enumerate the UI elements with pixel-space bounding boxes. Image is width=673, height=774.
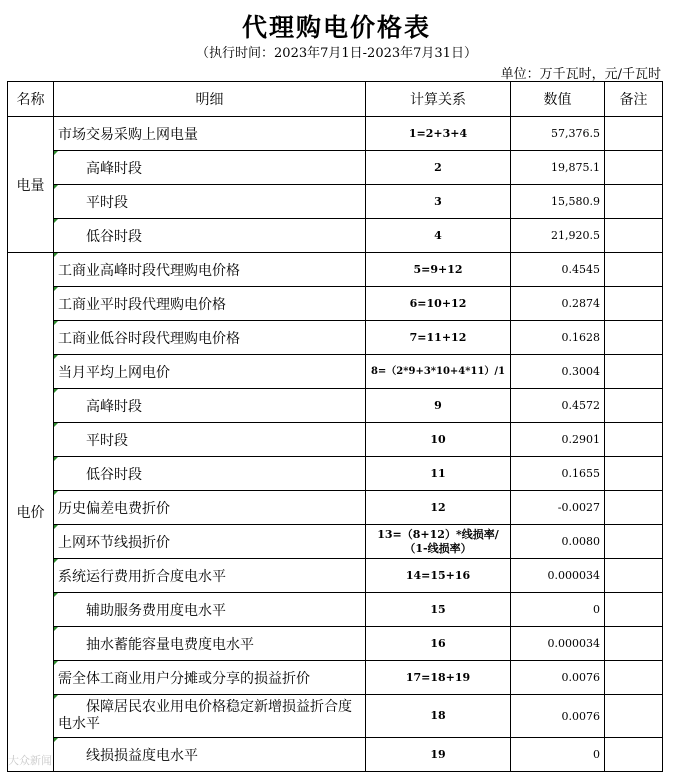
- detail-cell: [54, 423, 366, 457]
- calc-cell: 8=（2*9+3*10+4*11）/1: [366, 355, 511, 389]
- detail-text: 需全体工商业用户分摊或分享的损益折价: [58, 670, 310, 687]
- note-cell: [605, 287, 663, 321]
- table-header-row: [8, 82, 663, 117]
- detail-text: 抽水蓄能容量电费度电水平: [86, 636, 254, 653]
- note-cell: [605, 593, 663, 627]
- table-row: [8, 627, 663, 661]
- detail-cell: [54, 117, 366, 151]
- marker-icon: [54, 287, 58, 291]
- value-cell: 19,875.1: [511, 151, 605, 185]
- calc-cell: 16: [366, 627, 511, 661]
- calc-cell: 4: [366, 219, 511, 253]
- detail-text: 低谷时段: [86, 228, 142, 245]
- table-row: [8, 389, 663, 423]
- detail-cell: [54, 627, 366, 661]
- value-cell: 0.1655: [511, 457, 605, 491]
- calc-cell: 14=15+16: [366, 559, 511, 593]
- calc-cell: 11: [366, 457, 511, 491]
- table-row: [8, 491, 663, 525]
- note-cell: [605, 219, 663, 253]
- value-cell: 0.4572: [511, 389, 605, 423]
- calc-cell: 3: [366, 185, 511, 219]
- note-cell: [605, 185, 663, 219]
- detail-cell: [54, 151, 366, 185]
- note-cell: [605, 253, 663, 287]
- calc-cell: 6=10+12: [366, 287, 511, 321]
- detail-cell: [54, 219, 366, 253]
- detail-cell: [54, 389, 366, 423]
- note-cell: [605, 457, 663, 491]
- marker-icon: [54, 219, 58, 223]
- table-row: [8, 219, 663, 253]
- note-cell: [605, 151, 663, 185]
- detail-cell: [54, 695, 366, 738]
- header-name: 名称: [8, 82, 54, 117]
- value-cell: 0.2901: [511, 423, 605, 457]
- header-note: 备注: [605, 82, 663, 117]
- marker-icon: [54, 185, 58, 189]
- table-row: [8, 661, 663, 695]
- table-row: [8, 423, 663, 457]
- value-cell: 0.000034: [511, 627, 605, 661]
- note-cell: [605, 355, 663, 389]
- detail-text: 平时段: [86, 432, 128, 449]
- detail-text: 工商业高峰时段代理购电价格: [58, 262, 240, 279]
- detail-text: 上网环节线损折价: [58, 534, 170, 551]
- header-detail: 明细: [54, 82, 366, 117]
- marker-icon: [54, 559, 58, 563]
- detail-text: 系统运行费用折合度电水平: [58, 568, 226, 585]
- detail-text: 工商业低谷时段代理购电价格: [58, 330, 240, 347]
- table-row: [8, 738, 663, 772]
- calc-cell: 5=9+12: [366, 253, 511, 287]
- value-cell: 0.000034: [511, 559, 605, 593]
- marker-icon: [54, 457, 58, 461]
- watermark: 大众新闻: [8, 754, 52, 767]
- marker-icon: [54, 423, 58, 427]
- value-cell: 0.0080: [511, 525, 605, 559]
- marker-icon: [54, 253, 58, 257]
- marker-icon: [54, 355, 58, 359]
- calc-cell: 10: [366, 423, 511, 457]
- table-row: [8, 287, 663, 321]
- marker-icon: [54, 525, 58, 529]
- detail-text: 工商业平时段代理购电价格: [58, 296, 226, 313]
- marker-icon: [54, 627, 58, 631]
- calc-cell: 15: [366, 593, 511, 627]
- value-cell: 0.1628: [511, 321, 605, 355]
- marker-icon: [54, 389, 58, 393]
- detail-text: 当月平均上网电价: [58, 364, 170, 381]
- value-cell: 15,580.9: [511, 185, 605, 219]
- note-cell: [605, 695, 663, 738]
- calc-cell: 7=11+12: [366, 321, 511, 355]
- value-cell: 0: [511, 738, 605, 772]
- detail-cell: [54, 457, 366, 491]
- detail-text: 历史偏差电费折价: [58, 500, 170, 517]
- table-row: [8, 593, 663, 627]
- detail-text: 市场交易采购上网电量: [58, 126, 198, 143]
- page-title: 代理购电价格表: [241, 13, 431, 42]
- value-cell: 57,376.5: [511, 117, 605, 151]
- value-cell: 0: [511, 593, 605, 627]
- calc-line-1: 13=（8+12）*线损率/: [377, 527, 499, 541]
- note-cell: [605, 661, 663, 695]
- detail-text: 高峰时段: [86, 398, 142, 415]
- table-row: [8, 355, 663, 389]
- price-table: [7, 81, 663, 772]
- value-cell: 0.3004: [511, 355, 605, 389]
- detail-cell: [54, 491, 366, 525]
- detail-text: 保障居民农业用电价格稳定新增损益折合度电水平: [58, 699, 352, 732]
- detail-cell: [54, 185, 366, 219]
- note-cell: [605, 423, 663, 457]
- table-row: [8, 321, 663, 355]
- note-cell: [605, 525, 663, 559]
- table-row: [8, 253, 663, 287]
- value-cell: -0.0027: [511, 491, 605, 525]
- marker-icon: [54, 491, 58, 495]
- note-cell: [605, 389, 663, 423]
- note-cell: [605, 559, 663, 593]
- value-cell: 0.2874: [511, 287, 605, 321]
- table-row: [8, 559, 663, 593]
- value-cell: 21,920.5: [511, 219, 605, 253]
- note-cell: [605, 321, 663, 355]
- detail-cell: [54, 661, 366, 695]
- calc-cell: 19: [366, 738, 511, 772]
- execution-period: （执行时间：2023年7月1日-2023年7月31日）: [196, 46, 477, 61]
- marker-icon: [54, 151, 58, 155]
- header-calc: 计算关系: [366, 82, 511, 117]
- calc-line-2: （1-线损率）: [404, 541, 472, 555]
- category-energy: 电量: [8, 117, 54, 253]
- calc-cell: [366, 525, 511, 559]
- table-row: [8, 117, 663, 151]
- table-row: [8, 185, 663, 219]
- calc-cell: 9: [366, 389, 511, 423]
- marker-icon: [54, 738, 58, 742]
- value-cell: 0.0076: [511, 695, 605, 738]
- calc-cell: 18: [366, 695, 511, 738]
- table-row: [8, 695, 663, 738]
- calc-cell: 1=2+3+4: [366, 117, 511, 151]
- detail-cell: [54, 253, 366, 287]
- marker-icon: [54, 661, 58, 665]
- marker-icon: [54, 321, 58, 325]
- note-cell: [605, 627, 663, 661]
- detail-cell: [54, 355, 366, 389]
- value-cell: 0.4545: [511, 253, 605, 287]
- detail-text: 高峰时段: [86, 160, 142, 177]
- note-cell: [605, 117, 663, 151]
- value-cell: 0.0076: [511, 661, 605, 695]
- table-row: [8, 525, 663, 559]
- unit-label: 单位：万千瓦时，元/千瓦时: [500, 67, 661, 82]
- detail-cell: [54, 559, 366, 593]
- header-value: 数值: [511, 82, 605, 117]
- detail-cell: [54, 593, 366, 627]
- marker-icon: [54, 695, 58, 699]
- note-cell: [605, 738, 663, 772]
- detail-text: 辅助服务费用度电水平: [86, 602, 226, 619]
- calc-cell: 17=18+19: [366, 661, 511, 695]
- calc-cell: 12: [366, 491, 511, 525]
- detail-cell: [54, 525, 366, 559]
- category-price: 电价: [8, 253, 54, 772]
- calc-cell: 2: [366, 151, 511, 185]
- detail-text: 低谷时段: [86, 466, 142, 483]
- table-row: [8, 151, 663, 185]
- marker-icon: [54, 593, 58, 597]
- detail-cell: [54, 738, 366, 772]
- detail-cell: [54, 321, 366, 355]
- detail-cell: [54, 287, 366, 321]
- note-cell: [605, 491, 663, 525]
- detail-text: 线损损益度电水平: [86, 747, 198, 764]
- detail-text: 平时段: [86, 194, 128, 211]
- table-row: [8, 457, 663, 491]
